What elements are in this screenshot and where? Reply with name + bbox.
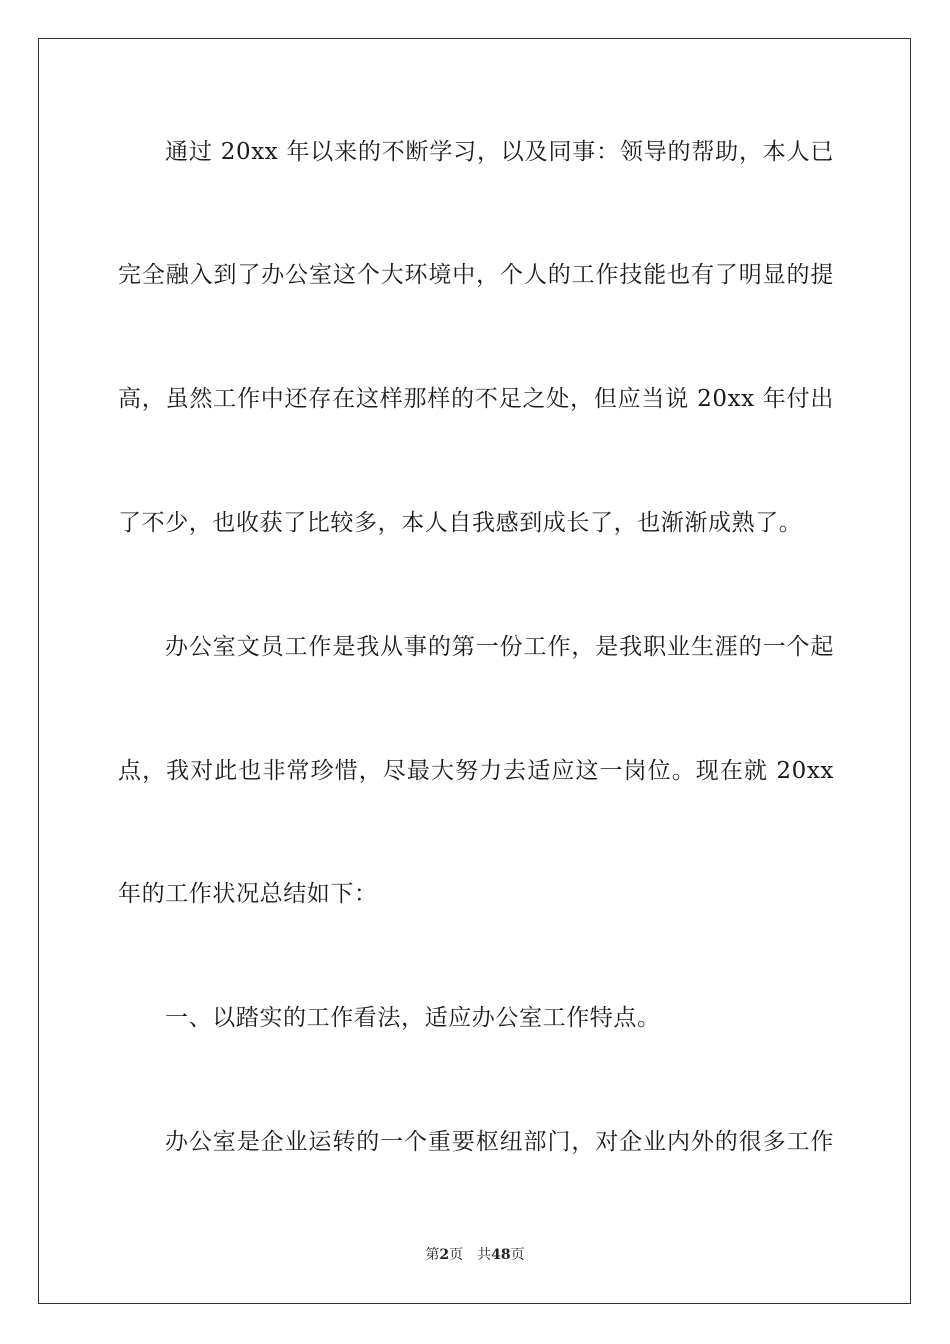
paragraph-line: 点，我对此也非常珍惜，尽最大努力去适应这一岗位。现在就 20xx bbox=[118, 758, 834, 784]
paragraph-line: 了不少，也收获了比较多，本人自我感到成长了，也渐渐成熟了。 bbox=[118, 510, 803, 536]
paragraph-line: 高，虽然工作中还存在这样那样的不足之处，但应当说 20xx 年付出 bbox=[118, 386, 834, 412]
footer-page-prefix: 第 bbox=[425, 1247, 440, 1263]
footer-total-prefix: 共 bbox=[477, 1247, 492, 1263]
paragraph-line: 办公室是企业运转的一个重要枢纽部门，对企业内外的很多工作 bbox=[165, 1129, 834, 1155]
paragraph-line: 通过 20xx 年以来的不断学习，以及同事：领导的帮助，本人已 bbox=[165, 139, 834, 165]
footer-page-number: 2 bbox=[439, 1247, 450, 1263]
paragraph-line: 年的工作状况总结如下： bbox=[118, 881, 378, 907]
footer-total-pages: 48 bbox=[491, 1247, 511, 1263]
paragraph-line: 办公室文员工作是我从事的第一份工作，是我职业生涯的一个起 bbox=[165, 634, 834, 660]
footer-total-suffix: 页 bbox=[510, 1247, 525, 1263]
page-footer bbox=[0, 1246, 950, 1264]
section-heading: 一、以踏实的工作看法，适应办公室工作特点。 bbox=[165, 1005, 661, 1031]
page-border bbox=[38, 38, 911, 1304]
footer-page-suffix: 页 bbox=[449, 1247, 464, 1263]
paragraph-line: 完全融入到了办公室这个大环境中，个人的工作技能也有了明显的提 bbox=[118, 262, 834, 288]
